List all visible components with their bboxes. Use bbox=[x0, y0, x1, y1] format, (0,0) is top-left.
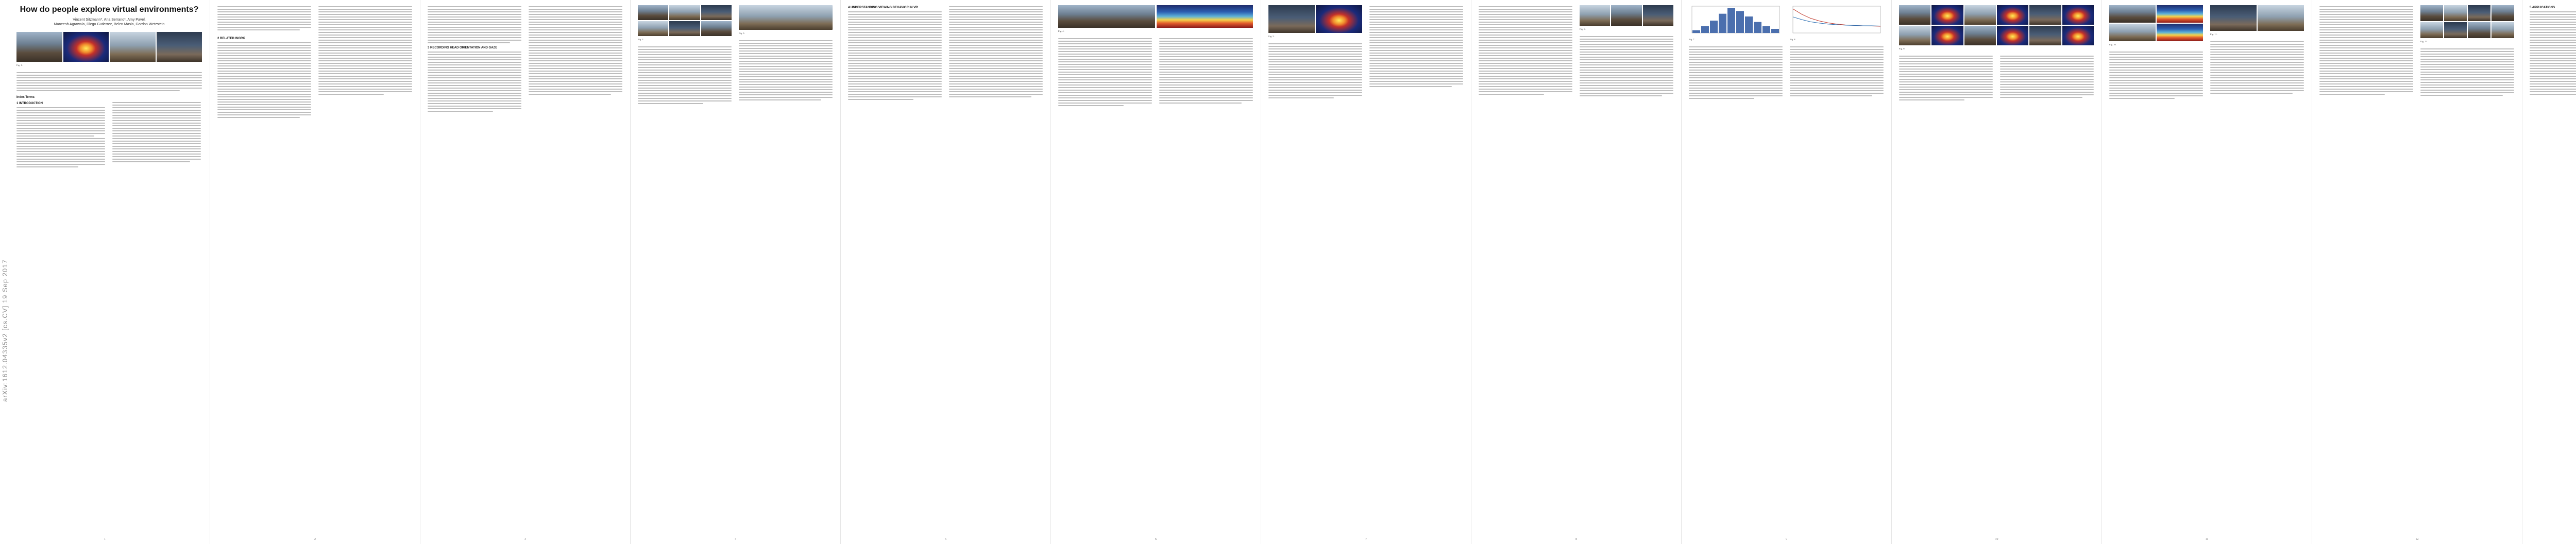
text-column-right bbox=[112, 102, 201, 164]
scene-thumbnail bbox=[2420, 5, 2443, 21]
arxiv-id: arXiv:1612.04335v2 [cs.CV] 19 Sep 2017 bbox=[1, 259, 9, 402]
paper-page-11 bbox=[2102, 0, 2312, 544]
figure-caption bbox=[1580, 28, 1673, 31]
figure-caption bbox=[2210, 33, 2304, 36]
caption-label: Fig. 2. bbox=[638, 38, 644, 41]
text-column-left bbox=[217, 6, 311, 32]
section-heading: 3 RECORDING HEAD ORIENTATION AND GAZE bbox=[428, 46, 498, 49]
caption-label: Fig. 12. bbox=[2420, 40, 2428, 43]
text-column-right bbox=[318, 6, 412, 96]
bar bbox=[1762, 26, 1770, 33]
text-column-right bbox=[2420, 48, 2514, 97]
bar bbox=[1692, 30, 1700, 33]
figure-heatmap-panel bbox=[1268, 5, 1362, 33]
paper-page-1 bbox=[0, 0, 210, 544]
figure-panorama bbox=[739, 5, 833, 30]
teaser-figure bbox=[16, 32, 202, 62]
scene-saliency-map bbox=[2062, 26, 2094, 45]
page-number: 2 bbox=[314, 538, 316, 541]
scene-thumbnail bbox=[2258, 5, 2304, 31]
scene-thumbnail bbox=[2492, 22, 2514, 38]
paper-page-4 bbox=[631, 0, 841, 544]
paper-page-2 bbox=[210, 0, 420, 544]
text-column-left bbox=[1268, 43, 1362, 100]
scene-thumbnail bbox=[2420, 22, 2443, 38]
bar bbox=[1771, 29, 1779, 33]
scene-thumbnail bbox=[1899, 5, 1930, 25]
authors-line-2: Maneesh Agrawala, Diego Gutierrez, Belen Masia, Gordon Wetzstein bbox=[54, 23, 165, 26]
chart-axes bbox=[1793, 6, 1880, 33]
caption-label: Fig. 9. bbox=[1899, 47, 1905, 50]
text-column-right bbox=[529, 6, 622, 96]
caption-label: Fig. 1. bbox=[16, 64, 23, 66]
abstract bbox=[16, 72, 202, 93]
scene-thumbnail bbox=[2468, 5, 2490, 21]
paper-page-13 bbox=[2522, 0, 2576, 544]
bar bbox=[1754, 22, 1761, 33]
scene-saliency-map bbox=[1931, 5, 1963, 25]
scene-thumbnail bbox=[1964, 5, 1996, 25]
scene-thumbnail bbox=[2109, 5, 2156, 23]
scene-thumbnail bbox=[1058, 5, 1155, 28]
figure-caption bbox=[1899, 47, 2094, 50]
figure-photo-strip bbox=[1580, 5, 1673, 26]
paper-page-6 bbox=[1051, 0, 1261, 544]
text-column-left bbox=[848, 11, 942, 101]
text-column-right bbox=[739, 40, 833, 102]
page-number: 7 bbox=[1365, 538, 1367, 541]
page-number: 3 bbox=[524, 538, 526, 541]
text-column-left bbox=[2530, 11, 2576, 96]
scene-saliency-map bbox=[1997, 5, 2028, 25]
index-terms-label: Index Terms bbox=[16, 96, 35, 99]
text-column-right bbox=[1580, 36, 1673, 98]
figure-photo-grid bbox=[2109, 5, 2203, 41]
text-column-right bbox=[2000, 56, 2094, 99]
figure-panorama-pair bbox=[2210, 5, 2304, 31]
paper-page-10 bbox=[1892, 0, 2102, 544]
bar bbox=[1745, 16, 1753, 33]
caption-label: Fig. 7. bbox=[1689, 38, 1695, 41]
bar bbox=[1701, 26, 1709, 33]
page-number: 4 bbox=[735, 538, 736, 541]
text-column-left bbox=[638, 46, 732, 106]
scene-thumbnail bbox=[2029, 26, 2061, 45]
authors-line-1: Vincent Sitzmann*, Ana Serrano*, Amy Pavel, bbox=[73, 18, 146, 22]
text-column-left bbox=[2319, 6, 2413, 96]
figure-viewport-sequence bbox=[2420, 5, 2514, 38]
scene-thumbnail bbox=[1268, 5, 1315, 33]
caption-label: Fig. 10. bbox=[2109, 43, 2116, 46]
caption-label: Fig. 11. bbox=[2210, 33, 2217, 36]
figure-caption bbox=[1790, 38, 1884, 41]
page-number bbox=[2522, 538, 2576, 541]
caption-label: Fig. 4. bbox=[1058, 30, 1064, 32]
caption-label: Fig. 3. bbox=[739, 32, 745, 35]
page-number: 8 bbox=[1575, 538, 1577, 541]
scene-thumbnail bbox=[2468, 22, 2490, 38]
figure-caption bbox=[739, 32, 833, 35]
scene-thumbnail bbox=[2444, 5, 2467, 21]
paper-page-3 bbox=[420, 0, 631, 544]
teaser-panorama bbox=[16, 32, 62, 62]
text-column-right bbox=[949, 6, 1043, 99]
text-column-left bbox=[428, 6, 521, 45]
section-heading: 5 APPLICATIONS bbox=[2530, 6, 2555, 9]
text-column-right bbox=[1790, 46, 1884, 98]
figure-caption bbox=[1058, 30, 1253, 33]
scene-thumbnail bbox=[669, 5, 700, 20]
scene-saliency-map bbox=[2157, 5, 2203, 23]
page-number: 5 bbox=[945, 538, 946, 541]
text-column-left bbox=[1689, 46, 1783, 100]
figure-caption bbox=[2109, 43, 2203, 46]
section-heading: 4 UNDERSTANDING VIEWING BEHAVIOR IN VR bbox=[848, 6, 918, 9]
paper-title: How do people explore virtual environments? bbox=[20, 5, 199, 14]
bar bbox=[1727, 8, 1735, 33]
page-number: 6 bbox=[1155, 538, 1157, 541]
paper-page-9 bbox=[1682, 0, 1892, 544]
scene-thumbnail bbox=[1643, 5, 1673, 26]
scene-thumbnail bbox=[2444, 22, 2467, 38]
text-column-left bbox=[428, 52, 521, 113]
figure-caption bbox=[1689, 38, 1783, 41]
scene-saliency-map bbox=[1157, 5, 1253, 28]
scene-thumbnail bbox=[669, 21, 700, 36]
text-column-left bbox=[1899, 56, 1993, 102]
text-column-right bbox=[2210, 41, 2304, 95]
text-column-right bbox=[1159, 38, 1253, 105]
teaser-panorama bbox=[157, 32, 202, 62]
figure-caption bbox=[1268, 35, 1362, 38]
page-number: 9 bbox=[1786, 538, 1787, 541]
scene-saliency-map bbox=[1316, 5, 1362, 33]
scene-thumbnail bbox=[638, 21, 668, 36]
paper-page-5 bbox=[841, 0, 1051, 544]
text-column-left bbox=[1479, 6, 1572, 96]
figure-caption bbox=[638, 38, 732, 41]
scene-thumbnail bbox=[1580, 5, 1610, 26]
caption-label: Fig. 5. bbox=[1268, 35, 1275, 38]
figure-caption bbox=[2420, 40, 2514, 43]
scene-thumbnail bbox=[1899, 26, 1930, 45]
caption-label: Fig. 6. bbox=[1580, 28, 1586, 30]
figure-photo-grid bbox=[638, 5, 732, 36]
paper-authors bbox=[16, 18, 202, 27]
text-column-left bbox=[217, 42, 311, 120]
scene-thumbnail bbox=[701, 5, 732, 20]
histogram-chart bbox=[1689, 5, 1783, 36]
scene-saliency-map bbox=[1997, 26, 2028, 45]
line-chart-svg bbox=[1790, 5, 1884, 36]
scene-thumbnail bbox=[701, 21, 732, 36]
text-column-right bbox=[1369, 6, 1463, 89]
paper-page-8 bbox=[1471, 0, 1682, 544]
scene-thumbnail bbox=[2492, 5, 2514, 21]
bar-chart-svg bbox=[1689, 5, 1783, 36]
page-number: 10 bbox=[1995, 538, 1998, 541]
bar bbox=[1710, 21, 1718, 33]
scene-thumbnail bbox=[1964, 26, 1996, 45]
text-column-left bbox=[2109, 52, 2203, 100]
text-column-left bbox=[1058, 38, 1152, 108]
scene-thumbnail bbox=[2210, 5, 2257, 31]
scene-saliency-map bbox=[1931, 26, 1963, 45]
paper-page-7 bbox=[1261, 0, 1471, 544]
line-chart bbox=[1790, 5, 1884, 36]
paper-page-12 bbox=[2312, 0, 2522, 544]
bar bbox=[1719, 14, 1726, 33]
page-number: 12 bbox=[2415, 538, 2419, 541]
series-line bbox=[1793, 9, 1880, 26]
scene-thumbnail bbox=[2109, 24, 2156, 41]
scene-thumbnail bbox=[638, 5, 668, 20]
bar bbox=[1736, 11, 1744, 33]
teaser-panorama bbox=[110, 32, 156, 62]
figure-heatmap-grid bbox=[1899, 5, 2094, 45]
text-column-left bbox=[16, 107, 105, 169]
figure-panorama-pair bbox=[1058, 5, 1253, 28]
section-heading: 2 RELATED WORK bbox=[217, 37, 245, 40]
caption-label: Fig. 8. bbox=[1790, 38, 1796, 41]
scene-thumbnail bbox=[1611, 5, 1641, 26]
teaser-saliency-map bbox=[63, 32, 109, 62]
series-line bbox=[1793, 17, 1880, 26]
scene-thumbnail bbox=[2029, 5, 2061, 25]
scene-saliency-map bbox=[2157, 24, 2203, 41]
scene-saliency-map bbox=[2062, 5, 2094, 25]
page-number: 11 bbox=[2205, 538, 2209, 541]
figure-caption bbox=[16, 64, 202, 67]
section-heading: 1 INTRODUCTION bbox=[16, 102, 43, 105]
page-number: 1 bbox=[104, 538, 106, 541]
arxiv-stamp bbox=[1, 134, 7, 402]
